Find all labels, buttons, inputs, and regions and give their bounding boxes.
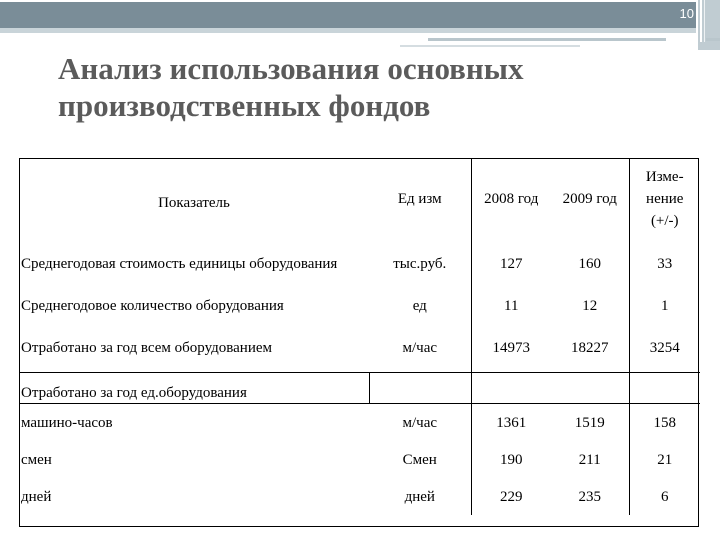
header-year-2009: 2009 год	[562, 191, 617, 207]
header-change: Изме- нение (+/-)	[629, 158, 700, 240]
decor-line	[400, 45, 580, 47]
table-row	[19, 324, 700, 373]
row-2008: 11	[471, 288, 551, 324]
decor-line	[706, 38, 720, 41]
header-indicator: Показатель	[158, 195, 230, 211]
row-unit: дней	[404, 488, 435, 505]
row-2008	[471, 373, 551, 404]
row-unit: м/час	[369, 404, 471, 442]
row-change: 6	[629, 478, 700, 515]
table-row	[19, 478, 700, 515]
row-2008: 127	[471, 240, 551, 288]
row-change: 158	[629, 404, 700, 442]
table-header-row	[19, 158, 700, 240]
slide-title: Анализ использования основных производственных фондов	[58, 51, 524, 123]
data-table	[19, 158, 700, 515]
row-unit	[369, 373, 471, 404]
row-unit: тыс.руб.	[393, 256, 447, 272]
row-change: 33	[629, 240, 700, 288]
row-change	[629, 373, 700, 404]
row-2009: 160	[578, 256, 601, 272]
row-label: машино-часов	[19, 404, 369, 442]
header-year-2008: 2008 год	[471, 158, 551, 240]
row-2009: 235	[578, 488, 601, 505]
table-row	[19, 404, 700, 442]
header-bar-accent	[0, 28, 696, 33]
row-unit: Смен	[402, 451, 437, 468]
decor-line	[428, 38, 666, 41]
row-unit: м/час	[402, 340, 438, 356]
table-row-subheader	[19, 373, 700, 404]
row-label: Среднегодовое количество оборудования	[21, 298, 284, 314]
row-2008: 1361	[471, 404, 551, 442]
table-row	[19, 288, 700, 324]
page-number: 10	[679, 6, 694, 21]
row-2009	[551, 373, 629, 404]
header-bar	[0, 2, 696, 28]
row-2009: 18227	[571, 340, 609, 356]
table-row	[19, 240, 700, 288]
row-unit: ед	[412, 298, 427, 314]
row-label: дней	[21, 488, 52, 505]
row-label: смен	[21, 451, 52, 468]
row-2009: 12	[582, 298, 598, 314]
row-change: 21	[629, 441, 700, 478]
row-change: 3254	[629, 324, 700, 373]
row-change: 1	[629, 288, 700, 324]
row-2008: 229	[471, 478, 551, 515]
row-2009: 1519	[551, 404, 629, 442]
corner-stripe-thin	[704, 0, 705, 42]
row-label: Отработано за год всем оборудованием	[21, 340, 273, 356]
row-2008: 14973	[471, 324, 551, 373]
row-2009: 211	[578, 451, 601, 468]
row-label: Среднегодовая стоимость единицы оборудования	[21, 256, 338, 272]
row-2008: 190	[471, 441, 551, 478]
header-unit: Ед изм	[397, 191, 442, 207]
row-label: Отработано за год ед.оборудования	[19, 373, 369, 404]
table-row	[19, 441, 700, 478]
corner-stripe	[700, 0, 702, 42]
